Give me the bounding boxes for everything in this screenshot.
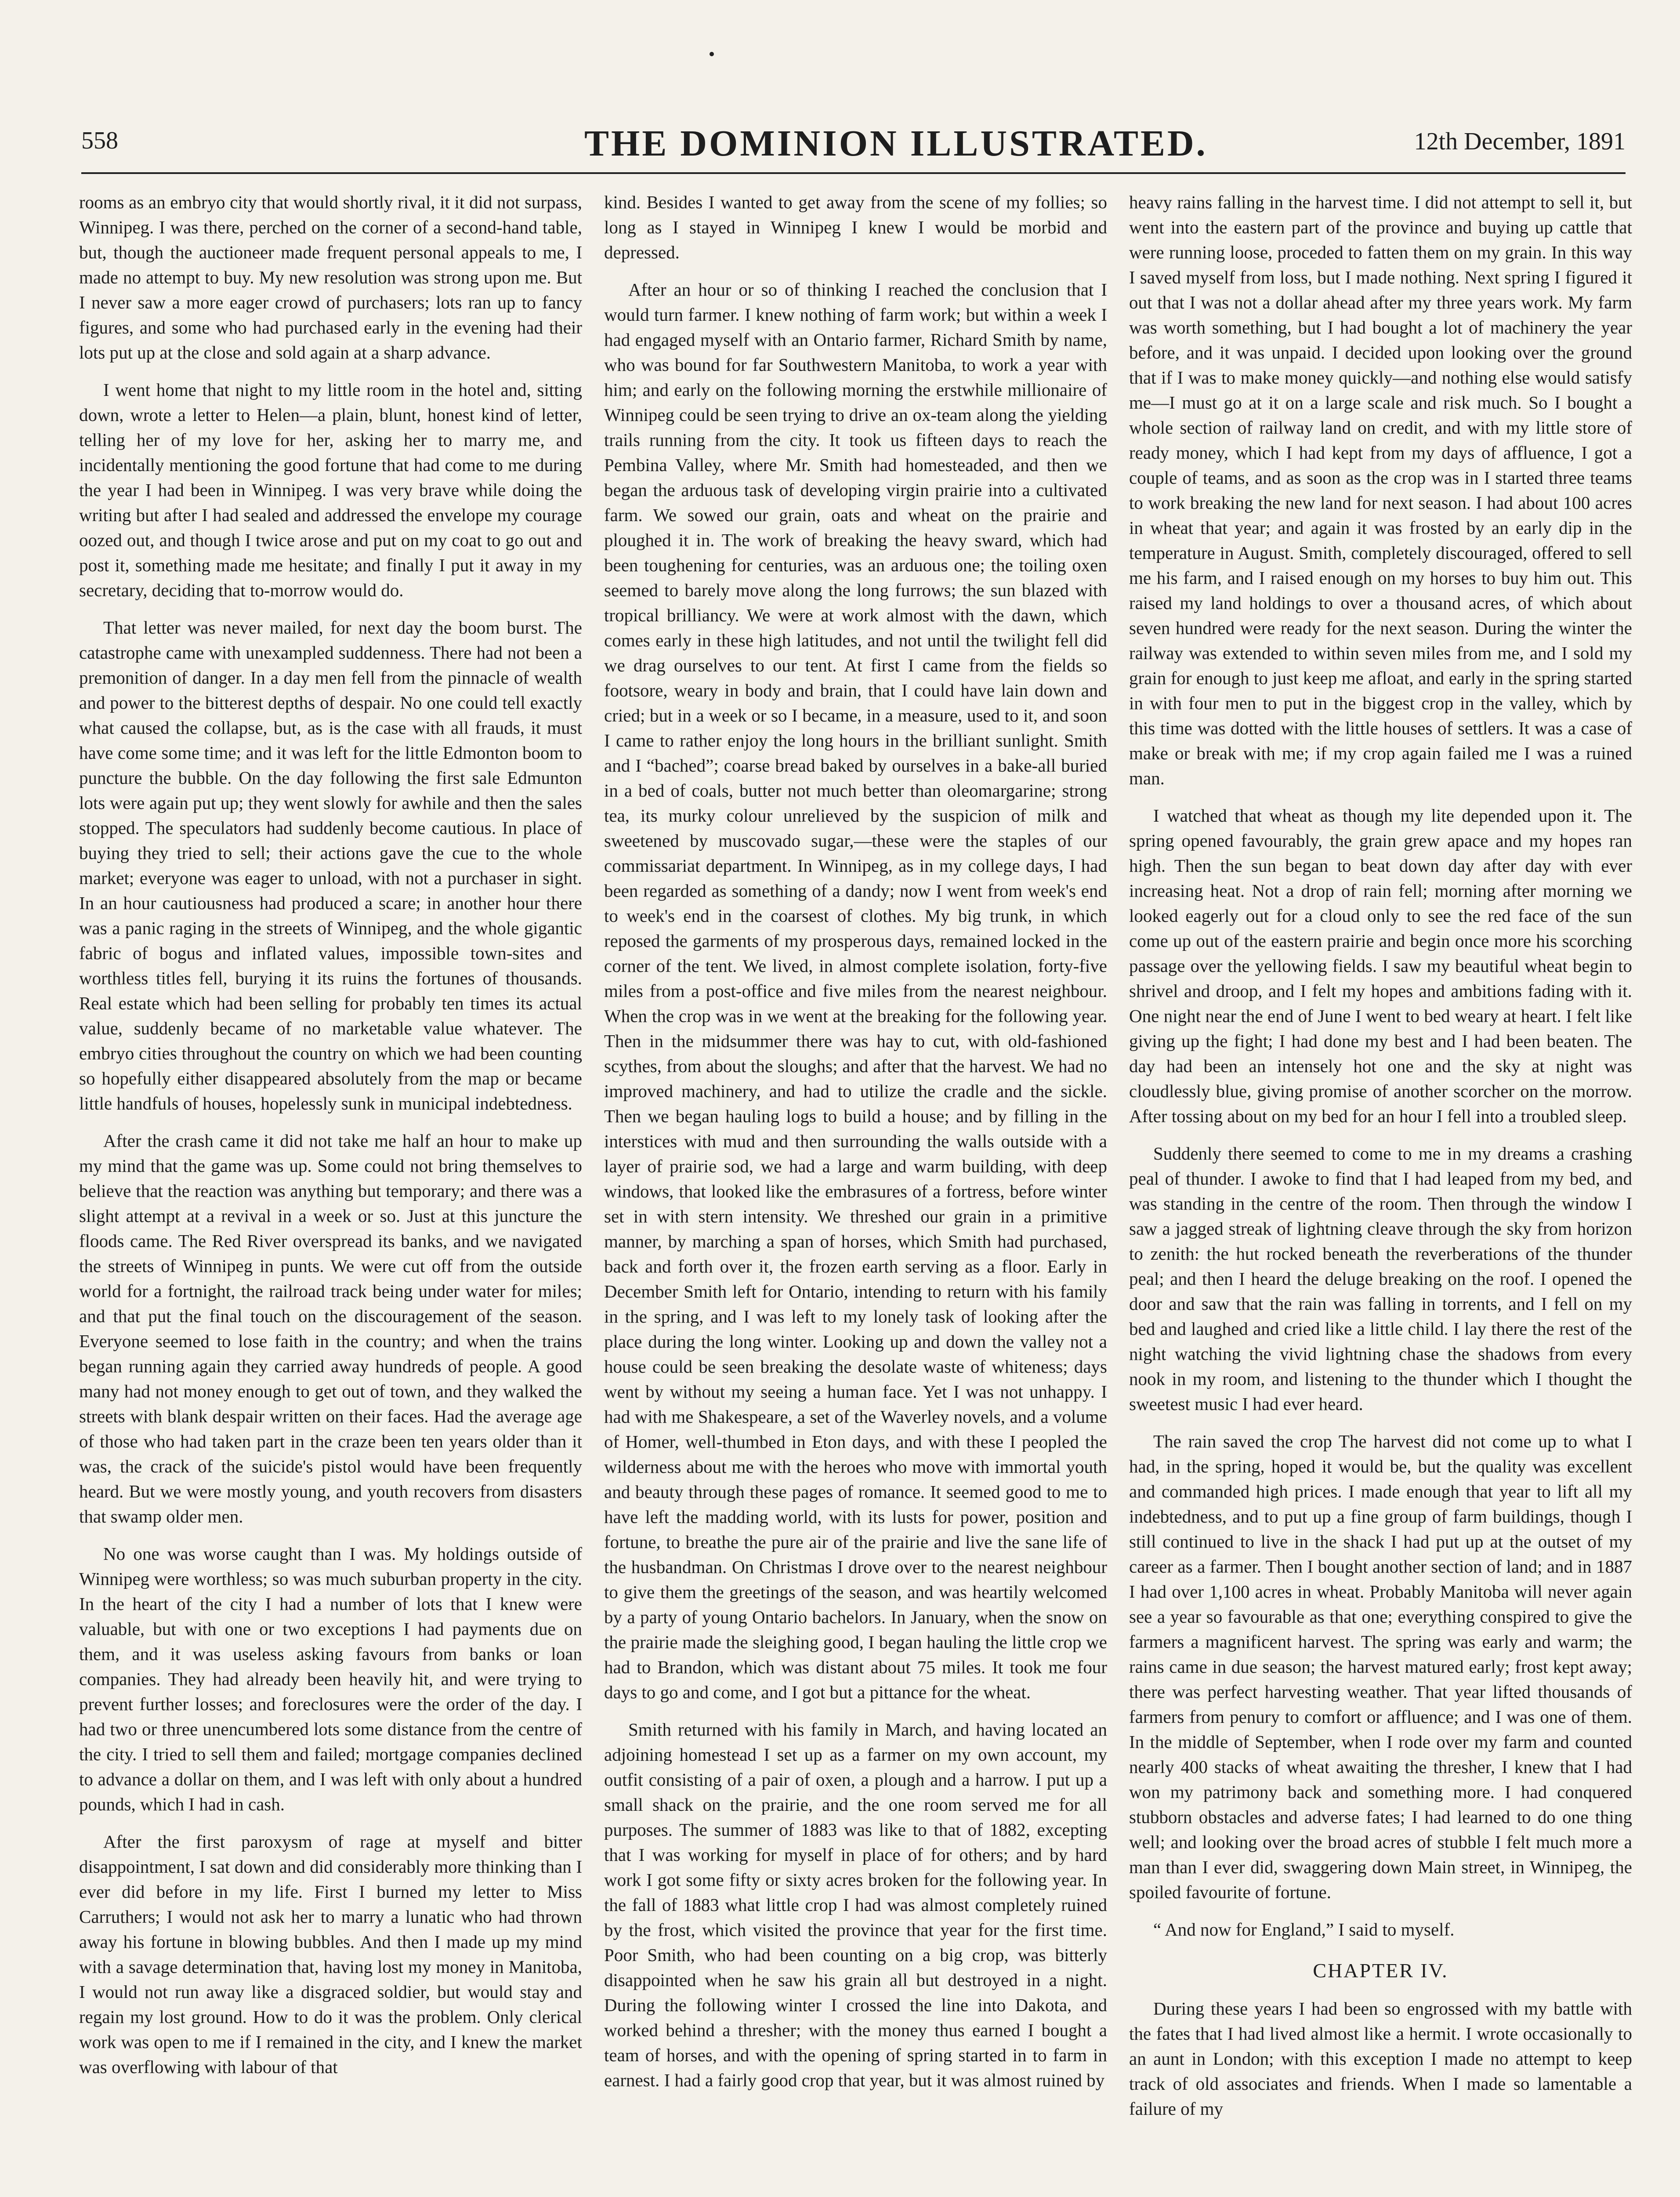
paragraph: rooms as an embryo city that would shortly rival, it it did not surpass, Winnipeg. I was there, perched on the corner of a second-hand table, but, though the auctioneer made frequent personal appeals to me, I made no attempt to buy. My new resolution was strong upon me. But I never saw a more eager crowd of purchasers; lots ran up to fancy figures, and some who had purchased early in the evening had their lots put up at the close and sold again at a sharp advance. xyxy=(79,192,582,363)
paragraph: I watched that wheat as though my lite depended upon it. The spring opened favourably, the grain grew apace and my hopes ran high. Then the sun began to beat down day after day with ever increasing heat. Not a drop of rain fell; morning after morning we looked eagerly out for a cloud only to see the red face of the sun come up out of the eastern prairie and begin once more his scorching passage over the yellowing fields. I saw my beautiful wheat begin to shrivel and droop, and I felt my hopes and ambitions fading with it. One night near the end of June I went to bed weary at heart. I felt like giving up the fight; I had done my best and I had been beaten. The day had been an intensely hot one and the sky at night was cloudlessly blue, giving promise of another scorcher on the morrow. After tossing about on my bed for an hour I fell into a troubled sleep. xyxy=(1129,805,1632,1126)
paragraph: No one was worse caught than I was. My holdings outside of Winnipeg were worthless; so was much suburban property in the city. In the heart of the city I had a number of lots that I knew were valuable, but with one or two exceptions I had payments due on them, and it was useless asking favours from banks or loan companies. They had already been heavily hit, and were trying to prevent further losses; and foreclosures were the order of the day. I had two or three unencumbered lots some distance from the centre of the city. I tried to sell them and failed; mortgage companies declined to advance a dollar on them, and I was left with only about a hundred pounds, which I had in cash. xyxy=(79,1544,582,1814)
paragraph: heavy rains falling in the harvest time. I did not attempt to sell it, but went into the eastern part of the province and buying up cattle that were running loose, proceded to fatten them on my grain. In this way I saved myself from loss, but I made nothing. Next spring I figured it out that I was not a dollar ahead after my three years work. My farm was worth something, but I had bought a lot of machinery the year before, and it was unpaid. I decided upon looking over the ground that if I was to make money quickly—and nothing else would satisfy me—I must go at it on a large scale and risk much. So I bought a whole section of railway land on credit, and with my little store of ready money, which I had kept from my days of affluence, I got a couple of teams, and as soon as the crop was in I started three teams to work breaking the new land for next season. I had about 100 acres in wheat that year; and again it was frosted by an early dip in the temperature in August. Smith, completely discouraged, offered to sell me his farm, and I raised enough on my horses to buy him out. This raised my land holdings to over a thousand acres, of which about seven hundred were ready for the next season. During the winter the railway was extended to within seven miles from me, and I sold my grain for enough to just keep me afloat, and early in the spring started in with four men to put in the biggest crop in the valley, which by this time was dotted with the little houses of settlers. It was a case of make or break with me; if my crop again failed me I was a ruined man. xyxy=(1129,192,1632,788)
paragraph: After the crash came it did not take me half an hour to make up my mind that the game was up. Some could not bring themselves to believe that the reaction was anything but temporary; and there was a slight attempt at a revival in a week or so. Just at this juncture the floods came. The Red River overspread its banks, and we navigated the streets of Winnipeg in punts. We were cut off from the outside world for a fortnight, the railroad track being under water for miles; and that put the final touch on the discouragement of the season. Everyone seemed to lose faith in the country; and when the trains began running again they carried away hundreds of people. A good many had not money enough to get out of town, and they walked the streets with blank despair written on their faces. Had the average age of those who had taken part in the craze been ten years older than it was, the crack of the suicide's pistol would have been frequently heard. But we were mostly young, and youth recovers from disasters that swamp older men. xyxy=(79,1131,582,1526)
paragraph: Smith returned with his family in March, and having located an adjoining homestead I set up as a farmer on my own account, my outfit consisting of a pair of oxen, a plough and a harrow. I put up a small shack on the prairie, and the one room served me for all purposes. The summer of 1883 was like to that of 1882, excepting that I was working for myself in place of for others; and by hard work I got some fifty or sixty acres broken for the following year. In the fall of 1883 what little crop I had was almost completely ruined by the frost, which visited the province that year for the first time. Poor Smith, who had been counting on a big crop, was bitterly disappointed when he saw his grain all but destroyed in a night. During the following winter I crossed the line into Dakota, and worked behind a thresher; with the money thus earned I bought a team of horses, and with the opening of spring started in to farm in earnest. I had a fairly good crop that year, but it was almost ruined by xyxy=(604,1719,1107,2090)
paragraph: The rain saved the crop The harvest did not come up to what I had, in the spring, hoped it would be, but the quality was excellent and commanded high prices. I made enough that year to lift all my indebtedness, and to put up a fine group of farm buildings, though I still continued to live in the shack I had put up at the outset of my career as a farmer. Then I bought another section of land; and in 1887 I had over 1,100 acres in wheat. Probably Manitoba will never again see a year so favourable as that one; everything conspired to give the farmers a magnificent harvest. The spring was early and warm; the rains came in due season; the harvest matured early; frost kept away; there was perfect harvesting weather. That year lifted thousands of farmers from penury to comfort or affluence; and I was one of them. In the middle of September, when I rode over my farm and counted nearly 400 stacks of wheat awaiting the thresher, I knew that I had won my patrimony back and something more. I had conquered stubborn obstacles and adverse fates; I had learned to do one thing well; and looking over the broad acres of stubble I felt much more a man than I ever did, swaggering down Main street, in Winnipeg, the spoiled favourite of fortune. xyxy=(1129,1431,1632,1902)
paragraph: During these years I had been so engrossed with my battle with the fates that I had lived almost like a hermit. I wrote occasionally to an aunt in London; with this exception I made no attempt to keep track of old associates and friends. When I made so lamentable a failure of my xyxy=(1129,1998,1632,2119)
issue-date: 12th December, 1891 xyxy=(1414,128,1626,155)
paragraph: That letter was never mailed, for next day the boom burst. The catastrophe came with unexampled suddenness. There had not been a premonition of danger. In a day men fell from the pinnacle of wealth and power to the bitterest depths of despair. No one could tell exactly what caused the collapse, but, as is the case with all frauds, it must have come some time; and it was left for the little Edmonton boom to puncture the bubble. On the day following the first sale Edmunton lots were again put up; they went slowly for awhile and then the sales stopped. The speculators had suddenly become cautious. In place of buying they tried to sell; their actions gave the cue to the whole market; everyone was eager to unload, with not a purchaser in sight. In an hour cautiousness had produced a scare; in another hour there was a panic raging in the streets of Winnipeg, and the whole gigantic fabric of bogus and inflated values, impossible town-sites and worthless titles fell, burying it its ruins the fortunes of thousands. Real estate which had been selling for probably ten times its actual value, suddenly became of no marketable value whatever. The embryo cities throughout the country on which we had been counting so hopefully either disappeared absolutely from the map or became little handfuls of houses, hopelessly sunk in municipal indebtedness. xyxy=(79,617,582,1113)
chapter-heading: CHAPTER IV. xyxy=(1313,1959,1448,1982)
page-header xyxy=(81,118,1626,170)
header-rule xyxy=(81,172,1626,174)
paragraph: kind. Besides I wanted to get away from the scene of my follies; so long as I stayed in Winnipeg I knew I would be morbid and depressed. xyxy=(604,192,1107,262)
paragraph: After the first paroxysm of rage at myself and bitter disappointment, I sat down and did considerably more thinking than I ever did before in my life. First I burned my letter to Miss Carruthers; I would not ask her to marry a lunatic who had thrown away his fortune in blowing bubbles. And then I made up my mind with a savage determination that, having lost my money in Manitoba, I would not run away like a disgraced soldier, but would stay and regain my lost ground. How to do it was the problem. Only clerical work was open to me if I remained in the city, and I knew the market was overflowing with labour of that xyxy=(79,1831,582,2077)
text-column-2 xyxy=(604,190,1107,2197)
paragraph: Suddenly there seemed to come to me in my dreams a crashing peal of thunder. I awoke to find that I had leaped from my bed, and was standing in the centre of the room. Then through the window I saw a jagged streak of lightning cleave through the sky from horizon to zenith: the hut rocked beneath the reverberations of the thunder peal; and then I heard the deluge breaking on the roof. I opened the door and saw that the rain was falling in torrents, and I fell on my bed and laughed and cried like a little child. I lay there the rest of the night watching the vivid lightning chase the shadows from every nook in my room, and listening to the thunder which I thought the sweetest music I had ever heard. xyxy=(1129,1143,1632,1414)
paragraph: I went home that night to my little room in the hotel and, sitting down, wrote a letter to Helen—a plain, blunt, honest kind of letter, telling her of my love for her, asking her to marry me, and incidentally mentioning the good fortune that had come to me during the year I had been in Winnipeg. I was very brave while doing the writing but after I had sealed and addressed the envelope my courage oozed out, and though I twice arose and put on my coat to go out and post it, something made me hesitate; and finally I put it away in my secretary, deciding that to-morrow would do. xyxy=(79,380,582,600)
text-column-3 xyxy=(1129,190,1632,2197)
text-column-1 xyxy=(79,190,582,2197)
page-number: 558 xyxy=(81,127,118,154)
masthead-title: THE DOMINION ILLUSTRATED. xyxy=(584,123,1208,164)
paragraph: “ And now for England,” I said to myself. xyxy=(1153,1919,1455,1940)
ink-dot xyxy=(710,52,714,56)
paragraph: After an hour or so of thinking I reached the conclusion that I would turn farmer. I knew nothing of farm work; but within a week I had engaged myself with an Ontario farmer, Richard Smith by name, who was bound for far Southwestern Manitoba, to work a year with him; and early on the following morning the erstwhile millionaire of Winnipeg could be seen trying to drive an ox-team along the yielding trails running from the city. It took us fifteen days to reach the Pembina Valley, where Mr. Smith had homesteaded, and then we began the arduous task of developing virgin prairie into a cultivated farm. We sowed our grain, oats and wheat on the prairie and ploughed it in. The work of breaking the heavy sward, which had been toughening for centuries, was an arduous one; the toiling oxen seemed to barely move along the long furrows; the sun blazed with tropical brilliancy. We were at work almost with the dawn, which comes early in these high latitudes, and not until the twilight fell did we drag ourselves to our tent. At first I came from the fields so footsore, weary in body and brain, that I could have lain down and cried; but in a week or so I became, in a measure, used to it, and soon I came to rather enjoy the long hours in the brilliant sunlight. Smith and I “bached”; coarse bread baked by ourselves in a bake-all buried in a bed of coals, butter not much better than oleomargarine; strong tea, its murky colour unrelieved by the suspicion of milk and sweetened by muscovado sugar,—these were the staples of our commissariat department. In Winnipeg, as in my college days, I had been regarded as something of a dandy; now I went from week's end to week's end in the coarsest of clothes. My big trunk, in which reposed the garments of my prosperous days, remained locked in the corner of the tent. We lived, in almost complete isolation, forty-five miles from a post-office and five miles from the nearest neighbour. When the crop was in we went at the breaking for the following year. Then in the midsummer there was hay to cut, with old-fashioned scythes, from about the sloughs; and after that the harvest. We had no improved machinery, and had to utilize the cradle and the sickle. Then we began hauling logs to build a house; and by filling in the interstices with mud and then surrounding the walls outside with a layer of prairie sod, we had a large and warm building, with deep windows, that looked like the embrasures of a fortress, before winter set in with stern intensity. We threshed our grain in a primitive manner, by marching a span of horses, which Smith had purchased, back and forth over it, the frozen earth serving as a floor. Early in December Smith left for Ontario, intending to return with his family in the spring, and I was left to my lonely task of looking after the place during the long winter. Looking up and down the valley not a house could be seen breaking the desolate waste of whiteness; days went by without my seeing a human face. Yet I was not unhappy. I had with me Shakespeare, a set of the Waverley novels, and a volume of Homer, well-thumbed in Eton days, and with these I peopled the wilderness about me with the heroes who move with immortal youth and beauty through these pages of romance. It seemed good to me to have left the madding world, with its lusts for power, position and fortune, to breathe the pure air of the prairie and live the sane life of the husbandman. On Christmas I drove over to the nearest neighbour to give them the greetings of the season, and was heartily welcomed by a party of young Ontario bachelors. In January, when the snow on the prairie made the sleighing good, I began hauling the little crop we had to Brandon, which was distant about 75 miles. It took me four days to go and come, and I got but a pittance for the wheat. xyxy=(604,279,1107,1702)
